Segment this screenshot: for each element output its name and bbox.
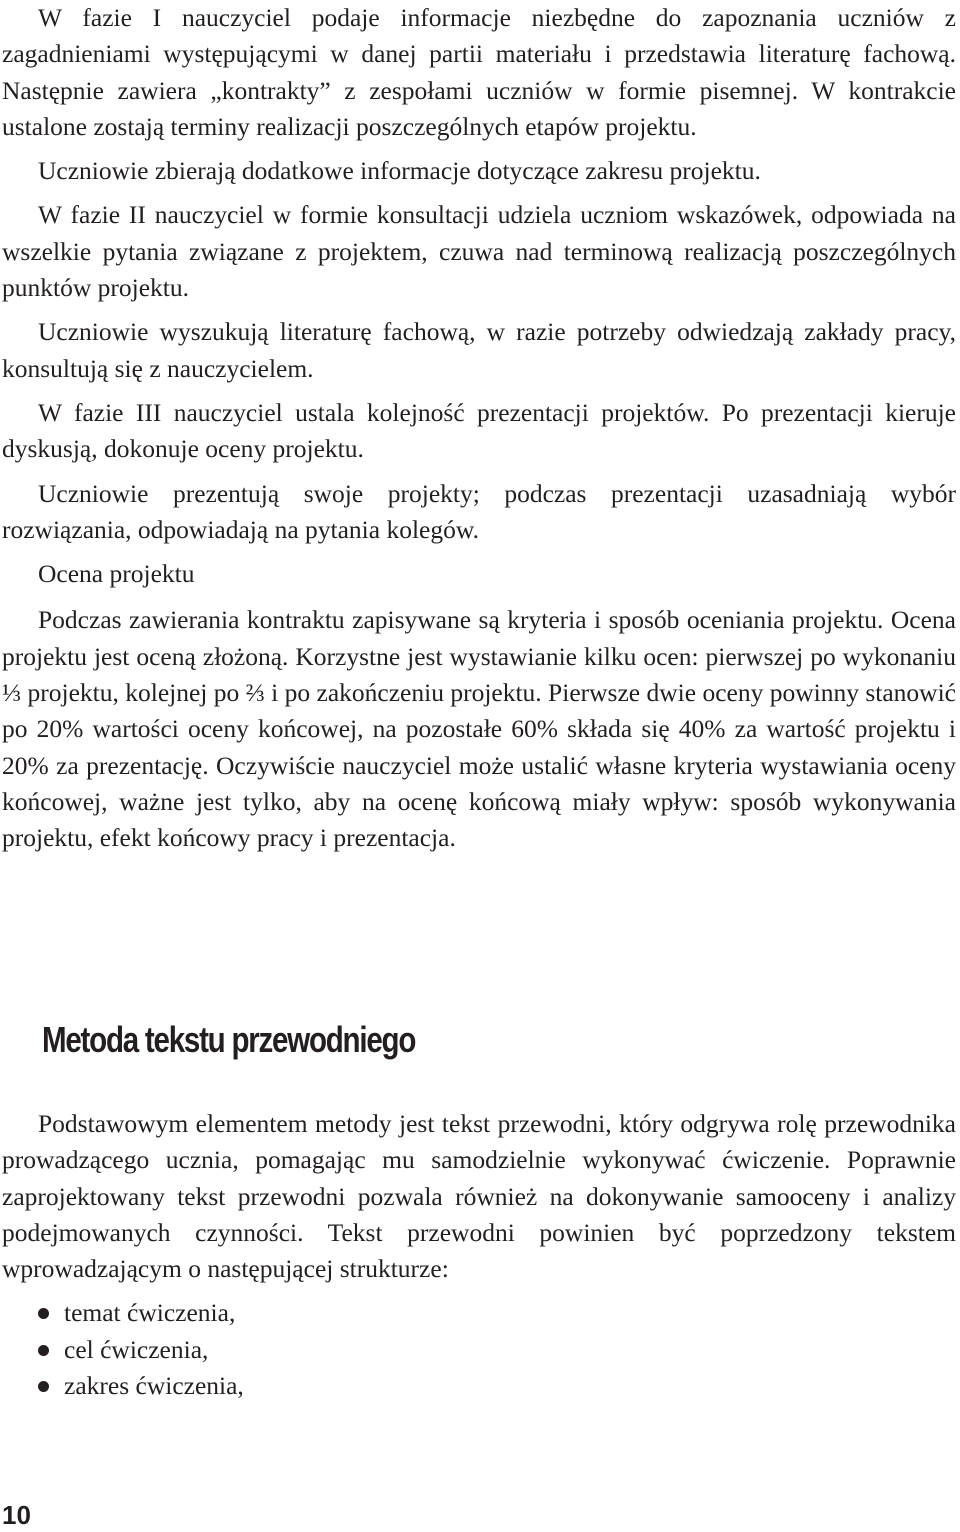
list-item-text: temat ćwiczenia, xyxy=(64,1298,236,1328)
list-item-text: zakres ćwiczenia, xyxy=(64,1371,244,1401)
body-text xyxy=(2,0,956,857)
bullet-icon xyxy=(38,1308,49,1319)
section-body xyxy=(2,1106,956,1404)
paragraph-project-assessment: Podczas zawierania kontraktu zapisywane są kryteria i sposób oceniania projektu. Ocena projektu jest oceną złożoną. Korzystne jest wystawianie kilku ocen: pierwszej po wykonaniu ⅓ projektu, kolejnej po ⅔ i po zakończeniu projektu. Pierwsze dwie oceny powinny stanowić po 20% wartości oceny końcowej, na pozostałe 60% składa się 40% za wartość projektu i 20% za prezentację. Oczywiście nauczyciel może ustalić własne kryteria wystawiania oceny końcowej, ważne jest tylko, aby na ocenę końcową miały wpływ: sposób wykonywania projektu, efekt końcowy pracy i prezentacja. xyxy=(2,605,956,853)
bullet-icon xyxy=(38,1381,49,1392)
paragraph-phase-3-students: Uczniowie prezentują swoje projekty; podczas prezentacji uzasadniają wybór rozwiązania, odpowiadają na pytania kolegów. xyxy=(2,478,956,544)
list-item-text: cel ćwiczenia, xyxy=(64,1334,209,1364)
list-item xyxy=(2,1368,956,1404)
paragraph-phase-1-students: Uczniowie zbierają dodatkowe informacje dotyczące zakresu projektu. xyxy=(38,156,761,186)
list-item xyxy=(2,1295,956,1331)
paragraph-phase-2-students: Uczniowie wyszukują literaturę fachową, w razie potrzeby odwiedzają zakłady pracy, konsultują się z nauczycielem. xyxy=(2,317,956,383)
paragraph-phase-2-teacher: W fazie II nauczyciel w formie konsultacji udziela uczniom wskazówek, odpowiada na wszelkie pytania związane z projektem, czuwa nad terminową realizacją poszczególnych punktów projektu. xyxy=(2,200,956,303)
paragraph-phase-3-teacher: W fazie III nauczyciel ustala kolejność prezentacji projektów. Po prezentacji kieruje dyskusją, dokonuje oceny projektu. xyxy=(2,397,956,464)
bullet-list xyxy=(2,1295,956,1404)
subheading-project-assessment: Ocena projektu xyxy=(38,559,195,589)
bullet-icon xyxy=(38,1345,49,1356)
page-number: 10 xyxy=(2,1500,31,1530)
list-item xyxy=(2,1332,956,1368)
section-intro-paragraph: Podstawowym elementem metody jest tekst przewodni, który odgrywa rolę przewodnika prowadzącego ucznia, pomagając mu samodzielnie wykonywać ćwiczenie. Poprawnie zaprojektowany tekst przewodni pozwala również na dokonywanie samooceny i analizy podejmowanych czynności. Tekst przewodni powinien być poprzedzony tekstem wprowadzającym o następującej strukturze: xyxy=(2,1109,956,1284)
section-title: Metoda tekstu przewodniego xyxy=(42,1019,416,1060)
paragraph-phase-1-teacher: W fazie I nauczyciel podaje informacje niezbędne do zapoznania uczniów z zagadnieniami występującymi w danej partii materiału i przedstawia literaturę fachową. Następnie zawiera „kontrakty” z zespołami uczniów w formie pisemnej. W kontrakcie ustalone zostają terminy realizacji poszczególnych etapów projektu. xyxy=(2,3,956,141)
